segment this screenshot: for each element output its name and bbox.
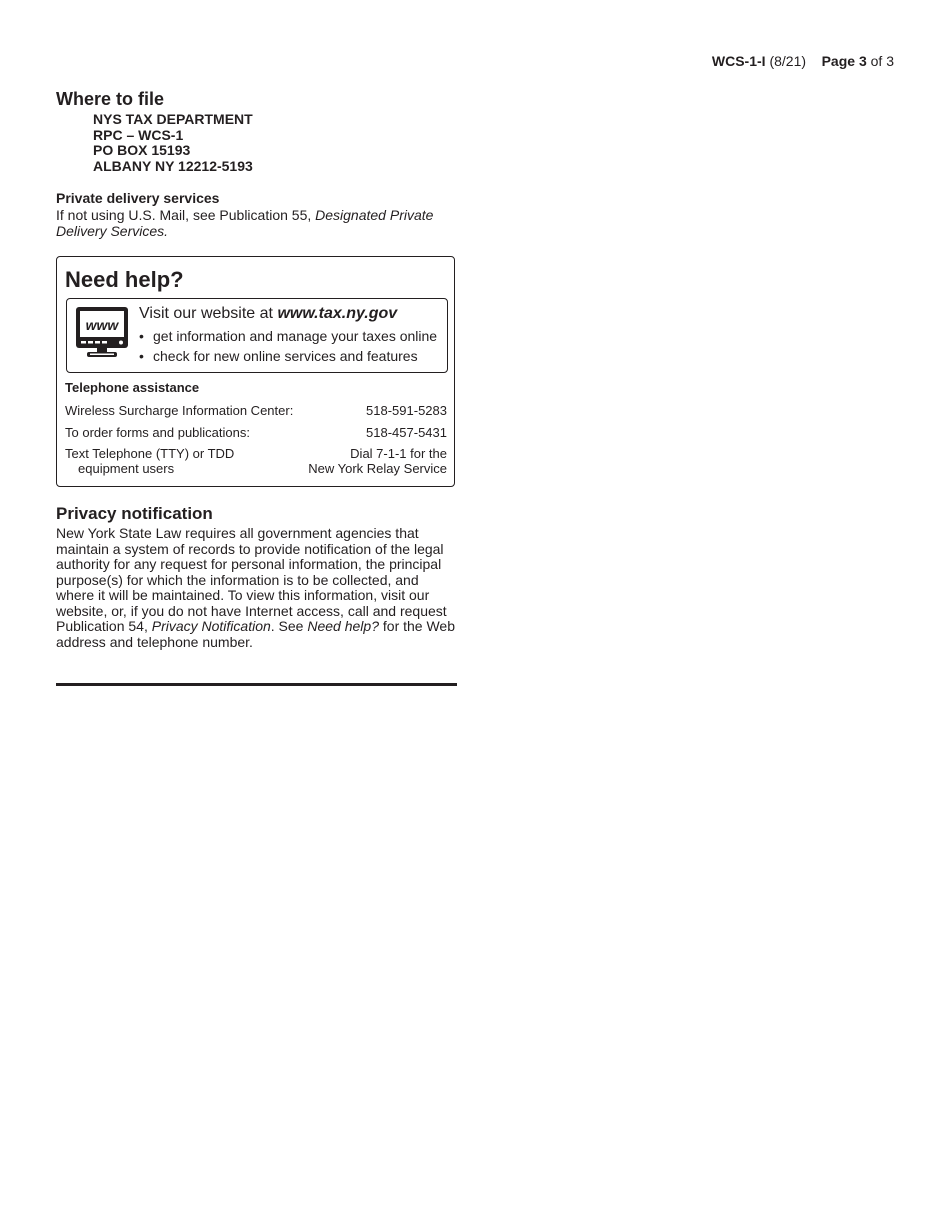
page-header (712, 53, 894, 69)
phone-row-label-line1: Text Telephone (TTY) or TDD (65, 446, 235, 461)
list-item: • get information and manage your taxes online (139, 328, 438, 344)
privacy-notification-text (56, 526, 458, 650)
relay-service-info (308, 447, 447, 476)
phone-row-label (65, 447, 234, 476)
need-help-reference: Need help? (307, 618, 379, 634)
privacy-text-part: . See (270, 618, 308, 634)
computer-monitor-icon (75, 306, 129, 358)
relay-line1: Dial 7-1-1 for the (350, 446, 447, 461)
need-help-box (56, 256, 455, 487)
publication-55-title: Designated Private Delivery Services. (56, 207, 434, 239)
website-bullet-list (139, 328, 437, 368)
telephone-assistance-title: Telephone assistance (65, 380, 200, 395)
address-line: NYS TAX DEPARTMENT (93, 111, 253, 127)
list-item: • check for new online services and features (139, 348, 418, 364)
where-to-file-title: Where to file (56, 89, 165, 109)
privacy-text-part: for the Web address and telephone number. (56, 618, 456, 650)
private-delivery-text (56, 208, 456, 239)
privacy-text-part: New York State Law requires all government agencies that maintain a system of records to provide notification of the legal authority for any request for personal information, the principal purpose(s) for which the information is to be collected, and where it will be maintained. To view this information, visit our website, or, if you do not have Internet access, call and request Publication 54, (56, 525, 447, 634)
section-divider-rule (56, 683, 457, 686)
website-link[interactable]: www.tax.ny.gov (277, 305, 398, 322)
phone-row-label-line2: equipment users (78, 460, 175, 476)
phone-number: 518-591-5283 (366, 403, 447, 418)
phone-row-label: Wireless Surcharge Information Center: (65, 403, 294, 418)
monitor-www-label: www (85, 317, 119, 333)
relay-line2: New York Relay Service (308, 460, 447, 476)
bullet-text: get information and manage your taxes online (153, 328, 438, 344)
visit-website-text: Visit our website at (139, 305, 278, 322)
privacy-notification-title: Privacy notification (56, 504, 213, 523)
page-number: 3 (858, 53, 867, 69)
page-word: Page (821, 53, 856, 69)
form-date: (8/21) (769, 53, 807, 69)
website-box (66, 298, 448, 373)
visit-website-line (139, 305, 397, 323)
address-line: RPC – WCS-1 (93, 126, 184, 143)
phone-row-label: To order forms and publications: (65, 425, 250, 440)
form-id: WCS-1-I (711, 53, 766, 69)
address-line: ALBANY NY 12212-5193 (93, 157, 253, 174)
page-of: of 3 (870, 53, 894, 69)
phone-number: 518-457-5431 (366, 425, 447, 440)
filing-address (93, 112, 253, 174)
address-line: PO BOX 15193 (93, 142, 191, 158)
private-delivery-title: Private delivery services (56, 190, 220, 206)
need-help-title: Need help? (65, 267, 184, 292)
private-delivery-text-plain: If not using U.S. Mail, see Publication 55, (56, 207, 316, 223)
bullet-text: check for new online services and features (153, 348, 418, 364)
privacy-publication-title: Privacy Notification (151, 618, 271, 634)
